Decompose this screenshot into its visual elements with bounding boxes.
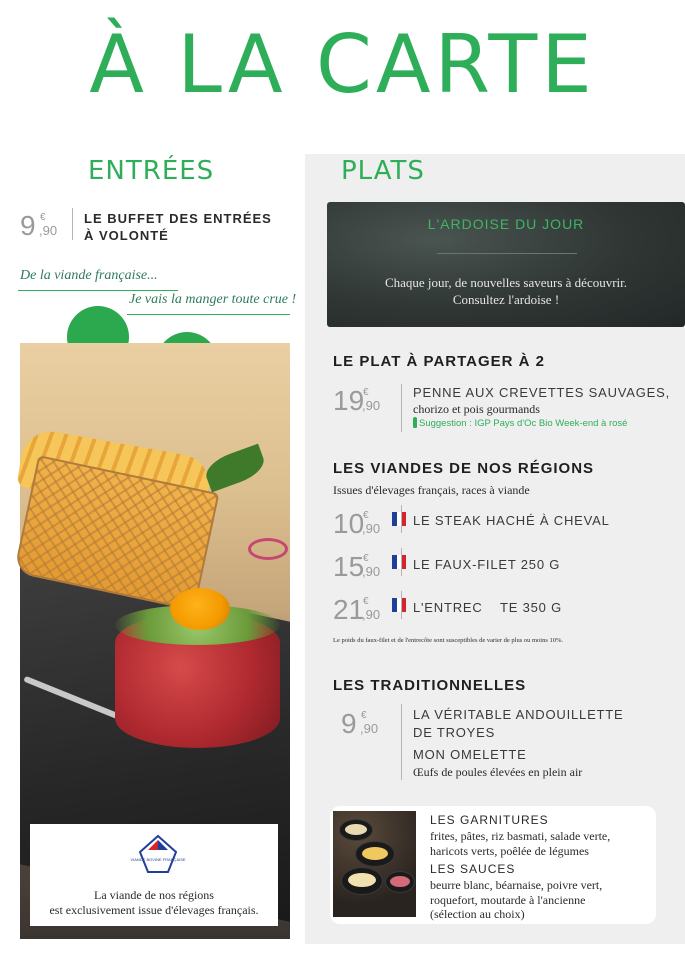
viande-price: 21 € ,90 <box>333 594 381 625</box>
quote-underline <box>127 314 290 315</box>
french-flag-icon <box>392 512 406 526</box>
french-flag-icon <box>392 555 406 569</box>
divider <box>401 548 402 576</box>
logo-text: VIANDE BOVINE FRANÇAISE <box>130 857 186 862</box>
partager-item-name: PENNE AUX CREVETTES SAUVAGES, <box>413 385 671 400</box>
viandes-subtitle: Issues d'élevages français, races à viande <box>333 483 530 497</box>
divider <box>401 505 402 533</box>
buffet-price: 9 € ,90 <box>20 210 58 241</box>
andouillette-name: LA VÉRITABLE ANDOUILLETTE DE TROYES <box>413 707 624 740</box>
garnitures-text: frites, pâtes, riz basmati, salade verte, haricots verts, poêlée de légumes <box>430 829 611 858</box>
divider <box>401 591 402 619</box>
wine-suggestion: Suggestion : IGP Pays d'Oc Bio Week-end à rosé <box>419 418 628 429</box>
quote-second: Je vais la manger toute crue ! <box>129 292 297 307</box>
plats-heading: PLATS <box>341 156 425 186</box>
page-title: À LA CARTE <box>89 18 596 111</box>
entrees-heading: ENTRÉES <box>88 156 215 186</box>
sauce-bowl <box>385 871 415 893</box>
divider <box>401 704 402 780</box>
omelette-name: MON OMELETTE <box>413 747 527 762</box>
viande-name: L'ENTREC TE 350 G <box>413 600 563 615</box>
onion-ring <box>248 538 288 560</box>
garnitures-title: LES GARNITURES <box>430 813 549 827</box>
buffet-label: LE BUFFET DES ENTRÉES À VOLONTÉ <box>84 211 272 243</box>
sauce-bowl <box>355 841 395 867</box>
sauces-text: beurre blanc, béarnaise, poivre vert, roquefort, moutarde à l'ancienne (sélection au choix) <box>430 878 603 921</box>
origin-box <box>30 824 278 926</box>
ardoise-board <box>327 202 685 327</box>
egg-yolk <box>170 588 230 630</box>
viande-price: 15 € ,90 <box>333 551 381 582</box>
sauces-title: LES SAUCES <box>430 862 516 876</box>
sauce-bowl <box>341 867 383 895</box>
ardoise-title: L'ARDOISE DU JOUR <box>427 216 585 232</box>
viande-name: LE FAUX-FILET 250 G <box>413 557 561 572</box>
ardoise-divider <box>437 253 577 254</box>
quote-underline <box>18 290 178 291</box>
sauce-bowl <box>339 819 373 841</box>
viande-name: LE STEAK HACHÉ À CHEVAL <box>413 513 610 528</box>
herb-leaf <box>202 444 269 493</box>
section-title-viandes: LES VIANDES DE NOS RÉGIONS <box>333 460 595 477</box>
divider <box>72 208 73 240</box>
section-title-traditionnelles: LES TRADITIONNELLES <box>333 677 527 694</box>
section-title-partager: LE PLAT À PARTAGER À 2 <box>333 353 546 370</box>
viande-price: 10 € ,90 <box>333 508 381 539</box>
french-flag-icon <box>392 598 406 612</box>
origin-statement: La viande de nos régions est exclusivement issue d'élevages français. <box>49 888 259 917</box>
partager-price: 19 € ,90 <box>333 385 381 416</box>
divider <box>401 384 402 432</box>
quote-first: De la viande française... <box>20 268 158 283</box>
viande-bovine-francaise-logo <box>130 834 186 874</box>
weight-note: Le poids du faux-filet et de l'entrecôte sont susceptibles de varier de plus ou moins 10%. <box>333 637 564 644</box>
sauces-photo <box>333 811 416 917</box>
traditionnelles-price: 9 € ,90 <box>341 708 379 739</box>
wine-bottle-icon <box>413 417 417 428</box>
ardoise-text: Chaque jour, de nouvelles saveurs à découvrir. Consultez l'ardoise ! <box>384 275 628 307</box>
partager-item-desc: chorizo et pois gourmands <box>413 402 540 416</box>
omelette-desc: Œufs de poules élevées en plein air <box>413 765 583 779</box>
